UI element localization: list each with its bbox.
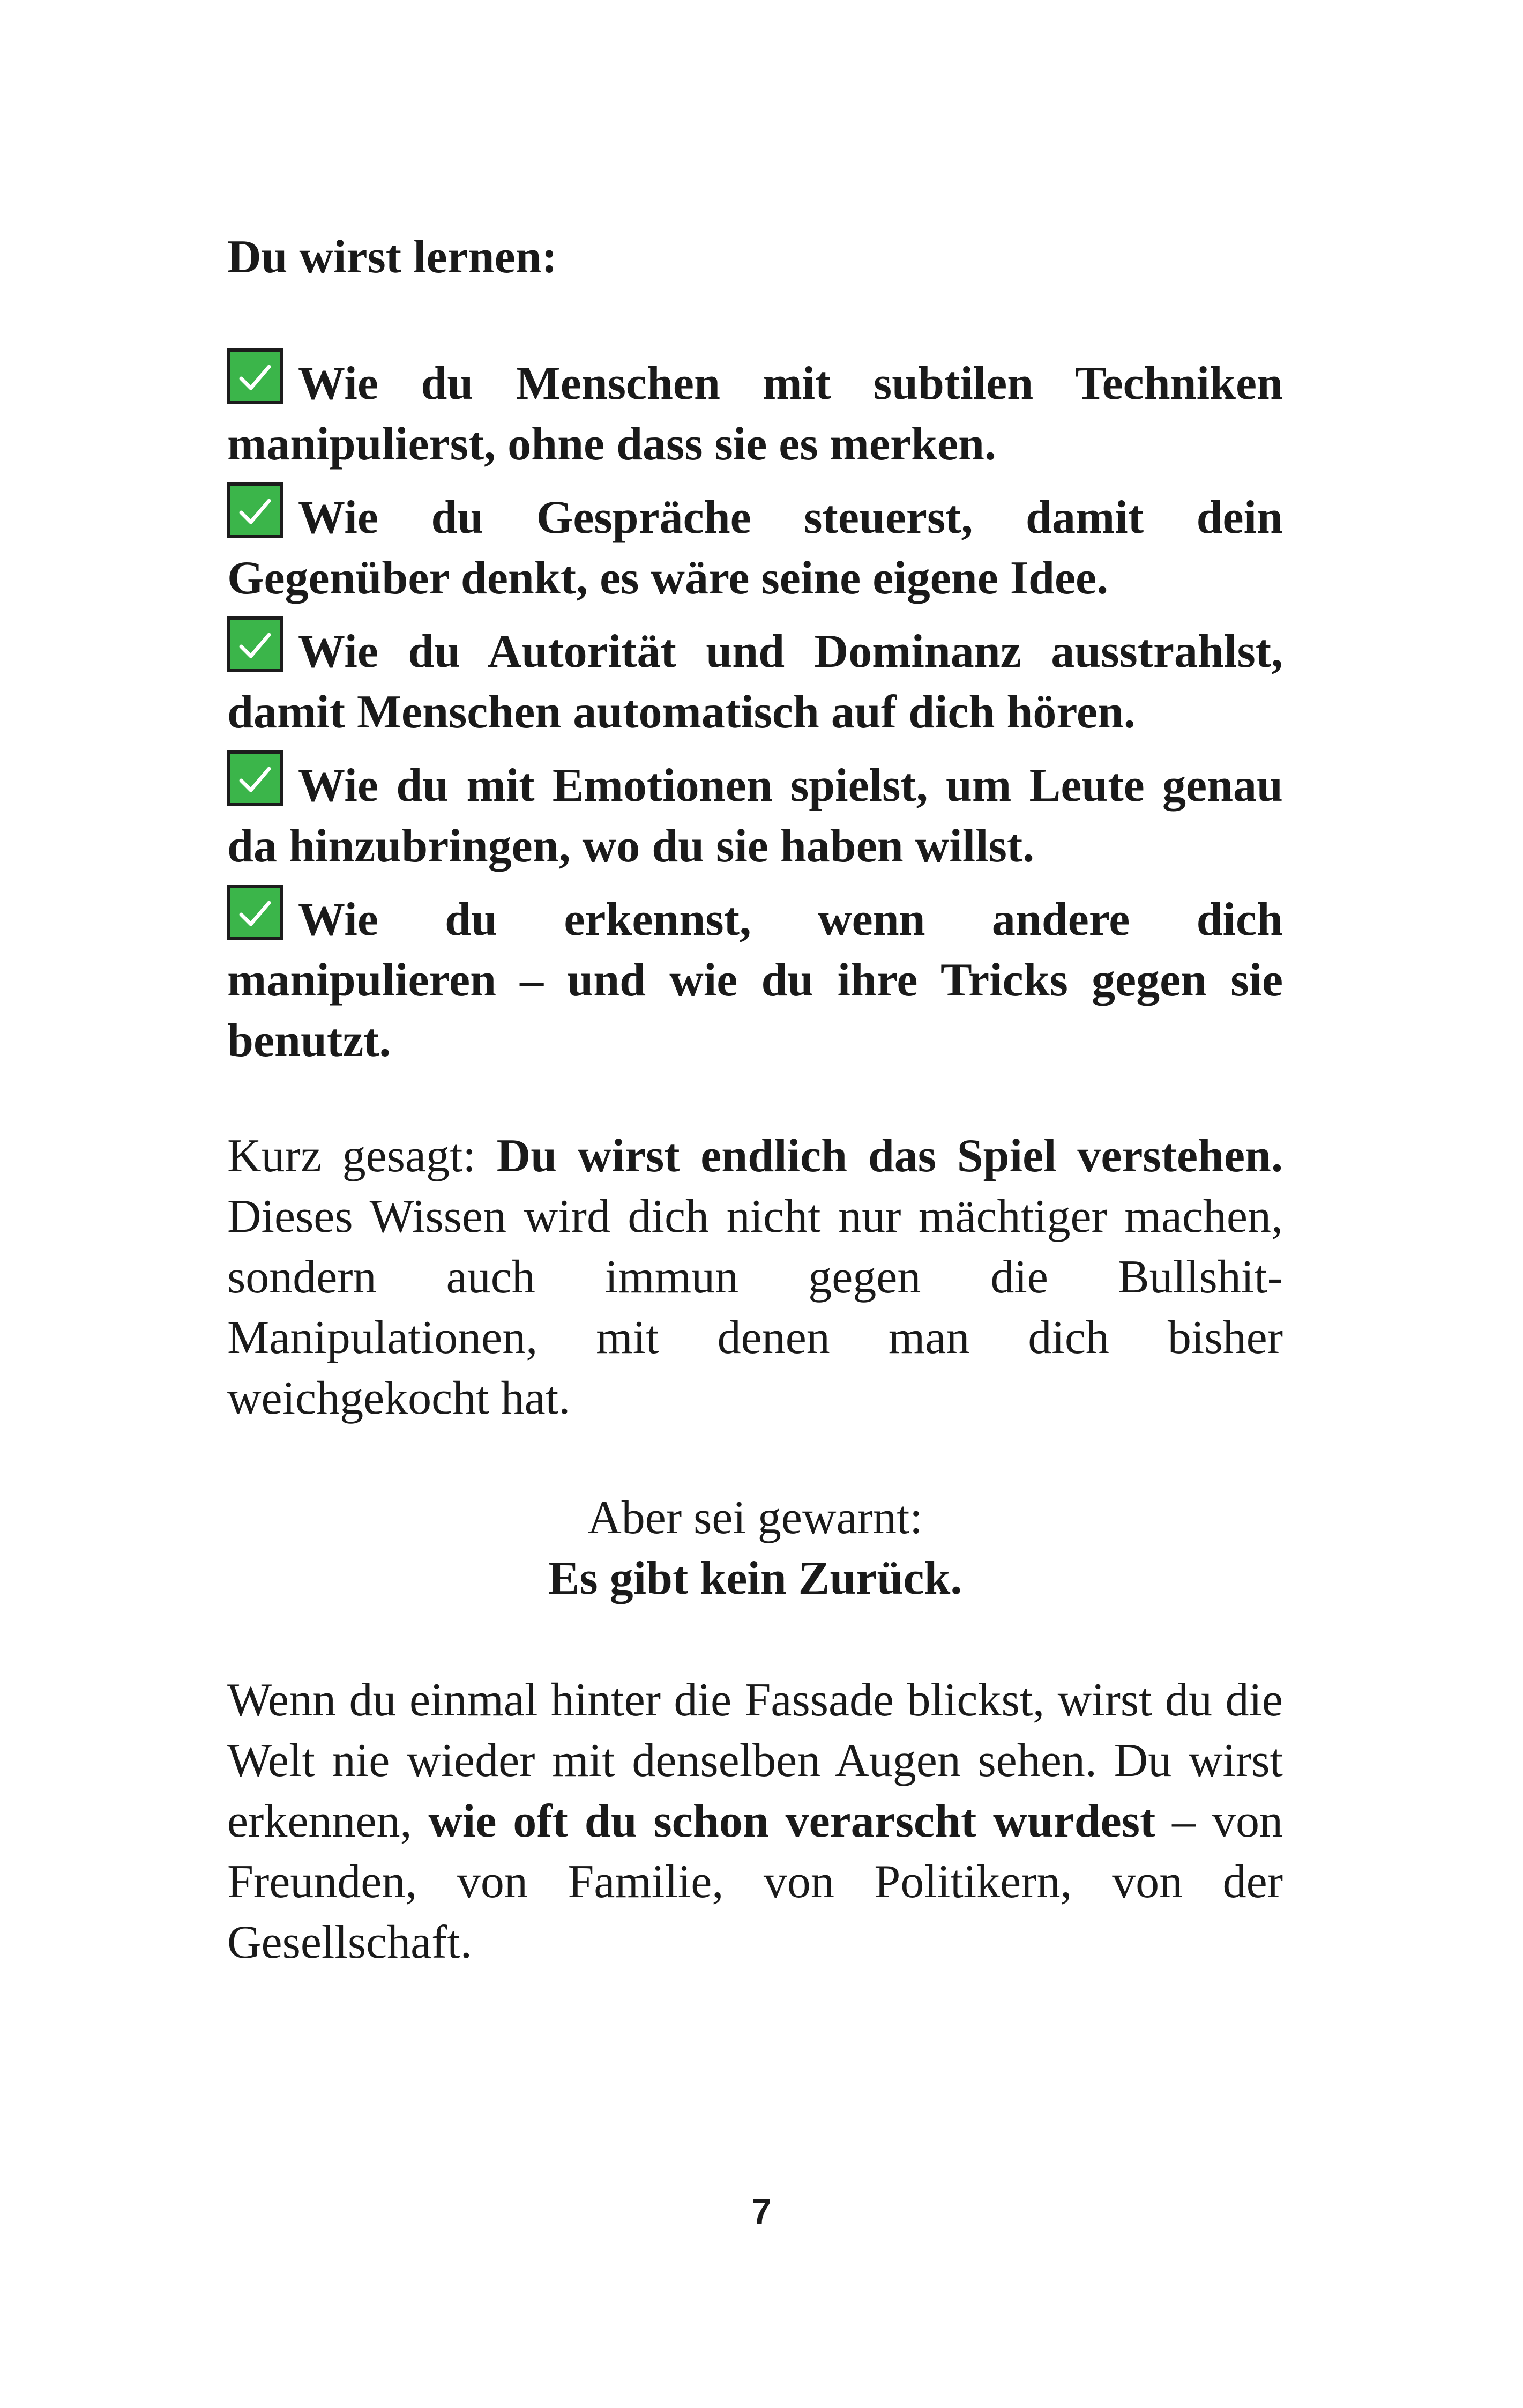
checklist-item	[227, 750, 1283, 876]
check-box-icon	[227, 750, 283, 806]
check-box-icon	[227, 482, 283, 538]
closing-before: Wenn du einmal hinter die Fassade blickst, wirst du die Welt nie wieder mit denselben Augen sehen. Du wirst erkennen,	[227, 1674, 1283, 1847]
summary-lead: Kurz gesagt:	[227, 1130, 497, 1182]
warning-strong: Es gibt kein Zurück.	[548, 1552, 962, 1604]
check-box-icon	[227, 348, 283, 404]
page-number: 7	[751, 2191, 772, 2231]
summary-emphasis: Du wirst endlich das Spiel verstehen.	[496, 1130, 1283, 1182]
check-box-icon	[227, 616, 283, 672]
checklist-item-text: Wie du Autorität und Dominanz ausstrahlst, damit Menschen automatisch auf dich hören.	[227, 626, 1283, 738]
warning-line: Aber sei gewarnt:	[587, 1492, 923, 1544]
check-box-icon	[227, 885, 283, 940]
checklist-item-text: Wie du Menschen mit subtilen Techniken manipulierst, ohne dass sie es merken.	[227, 358, 1283, 470]
checklist-item	[227, 348, 1283, 474]
closing-paragraph	[227, 1670, 1283, 1973]
checklist-item	[227, 616, 1283, 742]
checklist-item	[227, 482, 1283, 608]
section-heading: Du wirst lernen:	[227, 231, 557, 283]
checklist-item	[227, 885, 1283, 1071]
closing-after: – von Freunden, von Familie, von Politikern, von der Gesellschaft.	[227, 1795, 1283, 1968]
summary-rest: Dieses Wissen wird dich nicht nur mächtiger machen, sondern auch immun gegen die Bullshit-Manipulationen, mit denen man dich bisher weichgekocht hat.	[227, 1191, 1283, 1424]
learning-checklist	[227, 348, 1283, 1079]
closing-emphasis: wie oft du schon verarscht wurdest	[428, 1795, 1156, 1847]
summary-paragraph	[227, 1126, 1283, 1429]
checklist-item-text: Wie du mit Emotionen spielst, um Leute genau da hinzubringen, wo du sie haben willst.	[227, 760, 1283, 872]
checklist-item-text: Wie du erkennst, wenn andere dich manipulieren – und wie du ihre Tricks gegen sie benutzt.	[227, 894, 1283, 1067]
checklist-item-text: Wie du Gespräche steuerst, damit dein Gegenüber denkt, es wäre seine eigene Idee.	[227, 492, 1283, 604]
